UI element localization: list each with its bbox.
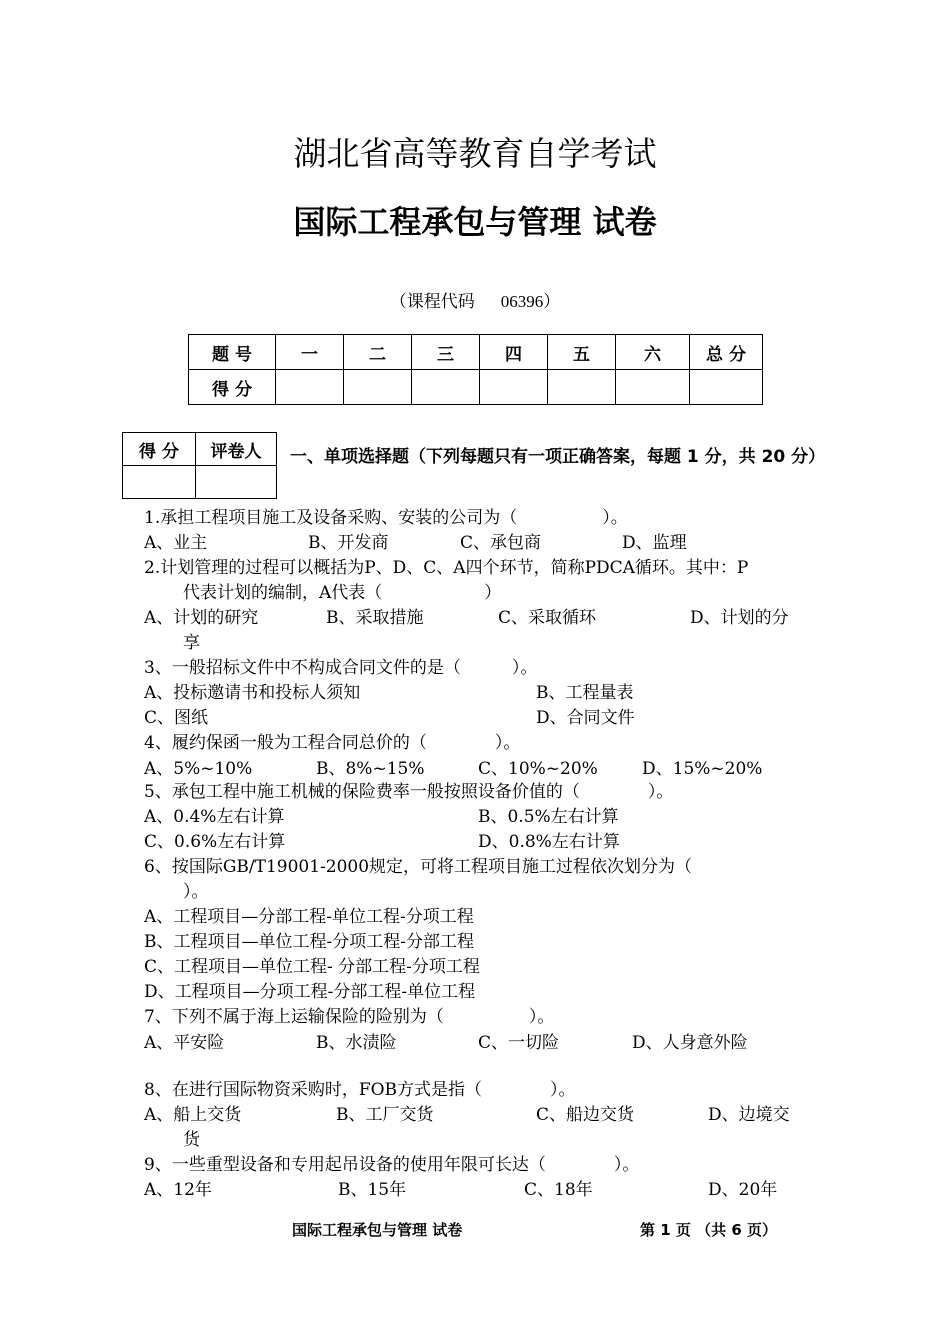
score-cell — [276, 370, 344, 405]
option-6c: C、工程项目—单位工程- 分部工程-分项工程 — [144, 957, 480, 977]
option-5a: A、0.4%左右计算 — [144, 807, 285, 827]
score-table-score-row — [189, 370, 763, 405]
option-3d: D、合同文件 — [536, 708, 635, 728]
score-cell — [344, 370, 412, 405]
score-summary-table — [188, 334, 763, 405]
score-table-header-row — [189, 335, 763, 370]
option-6d: D、工程项目—分项工程-分部工程-单位工程 — [144, 982, 476, 1002]
option-2d-cont: 享 — [183, 633, 200, 653]
grader-name-cell — [196, 466, 277, 499]
option-3a: A、投标邀请书和投标人须知 — [144, 683, 361, 703]
option-7a: A、平安险 — [144, 1033, 225, 1053]
option-2b: B、采取措施 — [326, 608, 424, 628]
exam-paper-title: 国际工程承包与管理 试卷 — [293, 203, 657, 241]
score-cell — [480, 370, 548, 405]
option-1a: A、业主 — [144, 533, 208, 553]
question-8: 8、在进行国际物资采购时，FOB方式是指（ ）。 — [144, 1080, 576, 1100]
option-9d: D、20年 — [708, 1180, 778, 1200]
option-8c: C、船边交货 — [536, 1105, 635, 1125]
option-1b: B、开发商 — [308, 533, 389, 553]
option-3c: C、图纸 — [144, 708, 209, 728]
option-4a: A、5%~10% — [144, 759, 253, 779]
grader-name-label: 评卷人 — [196, 433, 277, 466]
score-header-cell: 一 — [276, 335, 344, 370]
option-7d: D、人身意外险 — [632, 1033, 748, 1053]
question-6-cont: ）。 — [183, 882, 209, 902]
option-4c: C、10%~20% — [478, 759, 598, 779]
option-1d: D、监理 — [622, 533, 687, 553]
question-7: 7、下列不属于海上运输保险的险别为（ ）。 — [144, 1007, 555, 1027]
score-header-cell: 五 — [548, 335, 616, 370]
option-8b: B、工厂交货 — [336, 1105, 434, 1125]
score-header-cell: 总 分 — [690, 335, 763, 370]
course-code — [0, 287, 950, 312]
option-8d: D、边境交 — [708, 1105, 790, 1125]
score-header-cell: 题 号 — [189, 335, 276, 370]
score-cell — [548, 370, 616, 405]
option-2d: D、计划的分 — [690, 608, 789, 628]
score-cell — [690, 370, 763, 405]
exam-authority-title: 湖北省高等教育自学考试 — [293, 134, 657, 173]
score-header-cell: 二 — [344, 335, 412, 370]
option-2a: A、计划的研究 — [144, 608, 259, 628]
question-2: 2.计划管理的过程可以概括为P、D、C、A四个环节，简称PDCA循环。其中：P — [144, 558, 749, 578]
section-heading: 一、单项选择题（下列每题只有一项正确答案，每题 1 分，共 20 分） — [290, 447, 826, 467]
grader-table — [122, 432, 277, 499]
score-row-label: 得 分 — [189, 370, 276, 405]
question-2-cont: 代表计划的编制，A代表（ ） — [183, 583, 502, 603]
course-code-label: （课程代码 — [389, 292, 475, 312]
score-cell — [412, 370, 480, 405]
option-2c: C、采取循环 — [498, 608, 597, 628]
footer-page-number: 第 1 页 （共 6 页） — [640, 1221, 777, 1239]
option-3b: B、工程量表 — [536, 683, 634, 703]
score-header-cell: 四 — [480, 335, 548, 370]
option-6a: A、工程项目—分部工程-单位工程-分项工程 — [144, 907, 474, 927]
option-7b: B、水渍险 — [316, 1033, 397, 1053]
option-5d: D、0.8%左右计算 — [478, 832, 620, 852]
question-4: 4、履约保函一般为工程合同总价的（ ）。 — [144, 733, 521, 753]
option-7c: C、一切险 — [478, 1033, 560, 1053]
score-header-cell: 六 — [616, 335, 690, 370]
option-5c: C、0.6%左右计算 — [144, 832, 286, 852]
option-9b: B、15年 — [338, 1180, 407, 1200]
course-code-value: 06396） — [500, 292, 561, 311]
footer-paper-title: 国际工程承包与管理 试卷 — [292, 1221, 463, 1239]
score-cell — [616, 370, 690, 405]
score-header-cell: 三 — [412, 335, 480, 370]
question-6: 6、按国际GB/T19001-2000规定，可将工程项目施工过程依次划分为（ — [144, 857, 693, 877]
option-1c: C、承包商 — [460, 533, 542, 553]
option-8d-cont: 货 — [183, 1130, 200, 1150]
option-5b: B、0.5%左右计算 — [478, 807, 619, 827]
option-4b: B、8%~15% — [316, 759, 425, 779]
question-5: 5、承包工程中施工机械的保险费率一般按照设备价值的（ ）。 — [144, 782, 674, 802]
option-8a: A、船上交货 — [144, 1105, 242, 1125]
grader-score-label: 得 分 — [123, 433, 196, 466]
option-6b: B、工程项目—单位工程-分项工程-分部工程 — [144, 932, 474, 952]
grader-score-cell — [123, 466, 196, 499]
option-9a: A、12年 — [144, 1180, 212, 1200]
question-9: 9、一些重型设备和专用起吊设备的使用年限可长达（ ）。 — [144, 1155, 640, 1175]
question-1: 1.承担工程项目施工及设备采购、安装的公司为（ ）。 — [144, 508, 628, 528]
question-3: 3、一般招标文件中不构成合同文件的是（ ）。 — [144, 658, 538, 678]
option-9c: C、18年 — [524, 1180, 593, 1200]
option-4d: D、15%~20% — [642, 759, 763, 779]
